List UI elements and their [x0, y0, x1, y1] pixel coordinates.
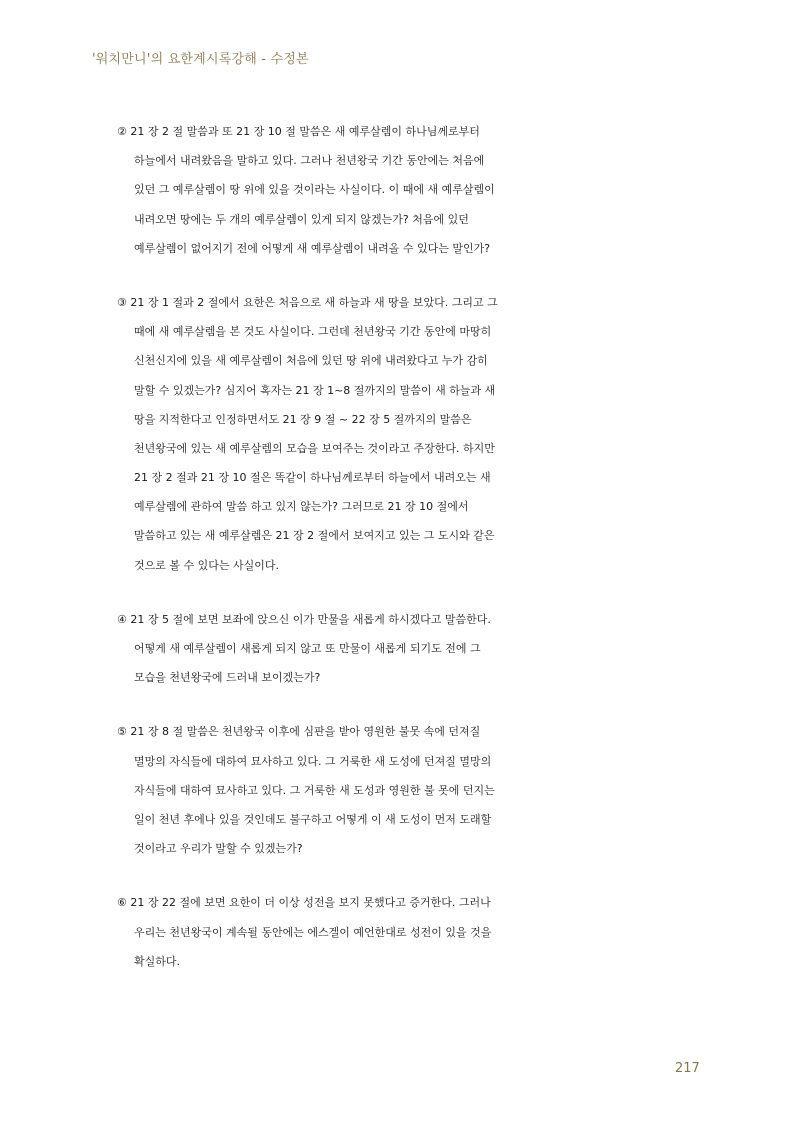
item-number: ⑤ [117, 725, 127, 739]
item-line: 21 장 1 절과 2 절에서 요한은 처음으로 새 하늘과 새 땅을 보았다. 그리고 그 [130, 295, 498, 309]
item-line: 모습을 천년왕국에 드러내 보이겠는가? [134, 671, 321, 685]
item-first-line [0, 288, 794, 317]
item-line: 예루살렘이 없어지기 전에 어떻게 새 예루살렘이 내려올 수 있다는 말인가? [134, 241, 491, 255]
item-line: 말씀하고 있는 새 예루살렘은 21 장 2 절에서 보여지고 있는 그 도시와 같은 [134, 529, 495, 543]
item-line: 천년왕국에 있는 새 예루살렘의 모습을 보여주는 것이라고 주장한다. 하지만 [134, 441, 495, 455]
item-number: ③ [117, 295, 127, 309]
item-line: 우리는 천년왕국이 계속될 동안에는 에스겔이 예언한대로 성전이 있을 것을 [134, 925, 492, 939]
list-item [0, 888, 794, 976]
list-item [0, 117, 794, 263]
item-line: 21 장 2 절과 21 장 10 절은 똑같이 하나님께로부터 하늘에서 내려오는 새 [134, 471, 491, 485]
item-line: 땅을 지적한다고 인정하면서도 21 장 9 절 ~ 22 장 5 절까지의 말씀은 [134, 412, 472, 426]
item-line: 내려오면 땅에는 두 개의 예루살렘이 있게 되지 않겠는가? 처음에 있던 [134, 212, 469, 226]
item-line: 때에 새 예루살렘을 본 것도 사실이다. 그런데 천년왕국 기간 동안에 마땅히 [134, 325, 492, 339]
item-number: ② [117, 125, 127, 138]
item-line: 자식들에 대하여 묘사하고 있다. 그 거룩한 새 도성과 영원한 불 못에 던지는 [134, 783, 495, 797]
item-number: ⑥ [117, 896, 127, 910]
running-header: '워치만니'의 요한계시록강해 - 수정본 [92, 52, 309, 67]
item-first-line [0, 605, 794, 634]
item-line: 신천신지에 있을 새 예루살렘이 처음에 있던 땅 위에 내려왔다고 누가 감히 [134, 354, 488, 368]
item-line: 확실하다. [134, 954, 181, 968]
document-body [0, 117, 794, 1001]
list-item [0, 605, 794, 693]
list-item [0, 717, 794, 863]
item-number: ④ [117, 612, 127, 626]
item-line: 말할 수 있겠는가? 심지어 혹자는 21 장 1~8 절까지의 말씀이 새 하늘과 새 [134, 383, 496, 397]
item-line: 있던 그 예루살렘이 땅 위에 있을 것이라는 사실이다. 이 때에 새 예루살렘이 [134, 183, 495, 197]
item-line: 일이 천년 후에나 있을 것인데도 불구하고 어떻게 이 새 도성이 먼저 도래할 [134, 812, 492, 826]
item-line: 21 장 22 절에 보면 요한이 더 이상 성전을 보지 못했다고 증거한다. 그러나 [130, 896, 491, 910]
item-first-line [0, 888, 794, 917]
list-item [0, 288, 794, 580]
page-number: 217 [675, 1061, 700, 1076]
item-first-line [0, 117, 794, 146]
item-line: 것이라고 우리가 말할 수 있겠는가? [134, 842, 303, 856]
item-line: 것으로 볼 수 있다는 사실이다. [134, 558, 279, 572]
item-line: 21 장 2 절 말씀과 또 21 장 10 절 말씀은 새 예루살렘이 하나님께로부터 [130, 125, 480, 138]
item-line: 하늘에서 내려왔음을 말하고 있다. 그러나 천년왕국 기간 동안에는 처음에 [134, 154, 485, 168]
item-line: 어떻게 새 예루살렘이 새롭게 되지 않고 또 만물이 새롭게 되기도 전에 그 [134, 642, 481, 655]
item-line: 멸망의 자식들에 대하여 묘사하고 있다. 그 거룩한 새 도성에 던져질 멸망의 [134, 754, 492, 768]
item-line: 예루살렘에 관하여 말씀 하고 있지 않는가? 그러므로 21 장 10 절에서 [134, 500, 469, 514]
item-line: 21 장 8 절 말씀은 천년왕국 이후에 심판을 받아 영원한 불못 속에 던져질 [130, 725, 481, 739]
item-line: 21 장 5 절에 보면 보좌에 앉으신 이가 만물을 새롭게 하시겠다고 말씀한다. [130, 612, 491, 626]
item-first-line [0, 717, 794, 746]
